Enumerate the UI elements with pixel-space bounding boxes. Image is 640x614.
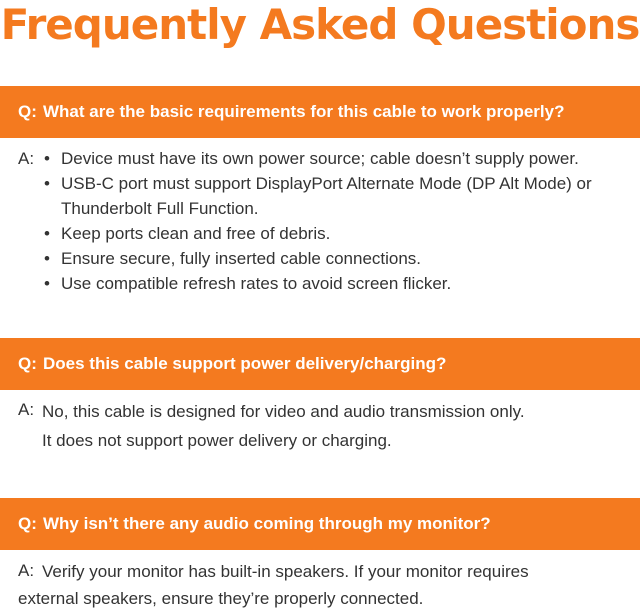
- page-title: Frequently Asked Questions: [0, 0, 640, 49]
- faq-answer-2: [0, 397, 640, 455]
- answer-bullet: • Ensure secure, fully inserted cable connections.: [44, 246, 634, 271]
- question-text: Why isn’t there any audio coming through my monitor?: [43, 514, 491, 533]
- answer-bullet: • Use compatible refresh rates to avoid screen flicker.: [44, 271, 634, 296]
- question-text: Does this cable support power delivery/charging?: [43, 354, 447, 373]
- answer-bullet: • Keep ports clean and free of debris.: [44, 221, 634, 246]
- answer-bullet: • USB-C port must support DisplayPort Alternate Mode (DP Alt Mode) or Thunderbolt Full Function.: [44, 171, 634, 221]
- faq-question-1: [0, 86, 640, 138]
- question-prefix: Q:: [18, 514, 37, 533]
- faq-answer-1: [0, 146, 640, 296]
- answer-bullet: • Device must have its own power source; cable doesn’t supply power.: [44, 146, 634, 171]
- answer-text: [18, 558, 632, 612]
- answer-bullet-list: [44, 146, 634, 296]
- faq-question-3: [0, 498, 640, 550]
- answer-line: Verify your monitor has built-in speakers. If your monitor requires: [42, 562, 529, 581]
- faq-question-2: [0, 338, 640, 390]
- answer-line: external speakers, ensure they’re properly connected.: [18, 589, 424, 608]
- question-prefix: Q:: [18, 354, 37, 373]
- faq-answer-3: [0, 558, 640, 612]
- answer-prefix: A:: [18, 400, 35, 419]
- question-prefix: Q:: [18, 102, 37, 121]
- answer-prefix: A:: [18, 149, 35, 168]
- answer-line: It does not support power delivery or charging.: [42, 431, 392, 450]
- answer-prefix: A:: [18, 561, 35, 580]
- answer-line: No, this cable is designed for video and audio transmission only.: [42, 402, 525, 421]
- answer-text: [42, 397, 632, 455]
- question-text: What are the basic requirements for this cable to work properly?: [43, 102, 565, 121]
